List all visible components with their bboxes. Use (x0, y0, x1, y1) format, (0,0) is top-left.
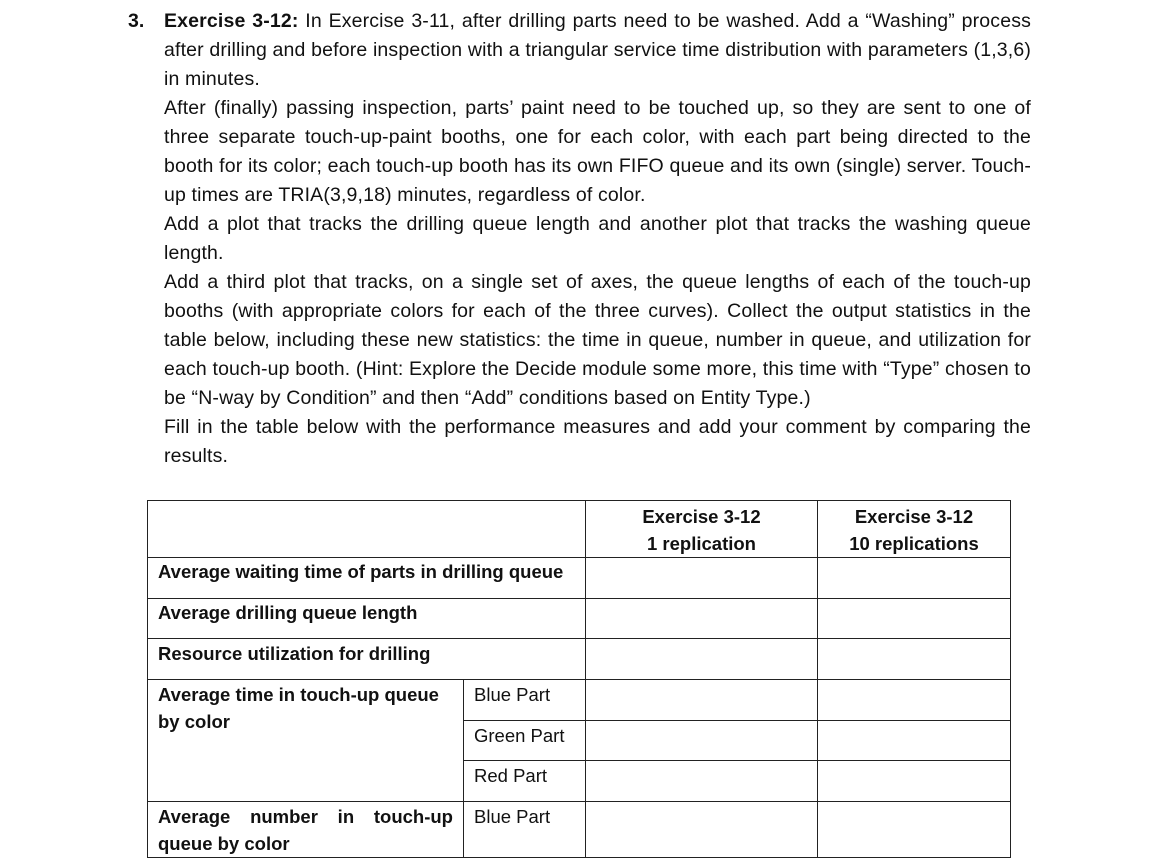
question-paragraph-4: Add a third plot that tracks, on a single set of axes, the queue lengths of each of the touch-up booths (with appropriate colors for each of the three curves). Collect the output statistics in the table below, including these new statistics: the time in queue, number in queue, and utilization for each touch-up booth. (Hint: Explore the Decide module some more, this time with “Type” chosen to be “N-way by Condition” and then “Add” conditions based on Entity Type.) (164, 271, 1031, 409)
header-empty-cell (148, 501, 586, 558)
header-line: 10 replications (849, 533, 979, 554)
header-1-replication (586, 501, 818, 558)
paragraph-text: In Exercise 3-11, after drilling parts need to be washed. Add a “Washing” process after drilling and before inspection with a triangular service time distribution with parameters (1,3,6) in minutes. (164, 10, 1031, 90)
table-header-row (148, 501, 1011, 558)
color-label-blue: Blue Part (464, 802, 586, 858)
value-cell[interactable] (818, 680, 1011, 721)
color-label-green: Green Part (464, 721, 586, 761)
question-paragraph-3: Add a plot that tracks the drilling queue length and another plot that tracks the washing queue length. (164, 213, 1031, 264)
header-line: Exercise 3-12 (642, 506, 761, 527)
value-cell[interactable] (586, 558, 818, 599)
header-line: Exercise 3-12 (854, 506, 974, 527)
value-cell[interactable] (586, 639, 818, 680)
question-number: 3. (128, 10, 145, 32)
value-cell[interactable] (586, 802, 818, 858)
table-row (148, 680, 1011, 721)
table-row (148, 802, 1011, 858)
color-label-red: Red Part (464, 761, 586, 802)
header-10-replications (818, 501, 1011, 558)
question-paragraph-2: After (finally) passing inspection, parts’ paint need to be touched up, so they are sent to one of three separate touch-up-paint booths, one for each color, with each part being directed to the booth for its color; each touch-up booth has its own FIFO queue and its own (single) server. Touch-up times are TRIA(3,9,18) minutes, regardless of color. (164, 97, 1031, 206)
value-cell[interactable] (818, 802, 1011, 858)
row-label: Average drilling queue length (148, 599, 586, 639)
color-label-blue: Blue Part (464, 680, 586, 721)
results-table (147, 500, 1011, 858)
question-paragraph-1 (164, 7, 1031, 94)
value-cell[interactable] (586, 761, 818, 802)
value-cell[interactable] (586, 721, 818, 761)
row-label-line: queue by color (158, 833, 290, 854)
table-row (148, 639, 1011, 680)
value-cell[interactable] (818, 558, 1011, 599)
row-label-line: Average number in touch-up (158, 806, 453, 827)
exercise-title: Exercise 3-12: (164, 10, 299, 32)
question-paragraph-5: Fill in the table below with the performance measures and add your comment by comparing the results. (164, 416, 1031, 467)
row-label-touchup-number (148, 802, 464, 858)
value-cell[interactable] (586, 680, 818, 721)
value-cell[interactable] (818, 599, 1011, 639)
value-cell[interactable] (818, 761, 1011, 802)
question-body (164, 7, 1031, 471)
row-label: Average waiting time of parts in drilling queue (148, 558, 586, 599)
value-cell[interactable] (818, 721, 1011, 761)
value-cell[interactable] (818, 639, 1011, 680)
table-row (148, 558, 1011, 599)
row-label: Resource utilization for drilling (148, 639, 586, 680)
table-row (148, 599, 1011, 639)
header-line: 1 replication (647, 533, 756, 554)
value-cell[interactable] (586, 599, 818, 639)
row-label-touchup-time: Average time in touch-up queue by color (148, 680, 464, 802)
